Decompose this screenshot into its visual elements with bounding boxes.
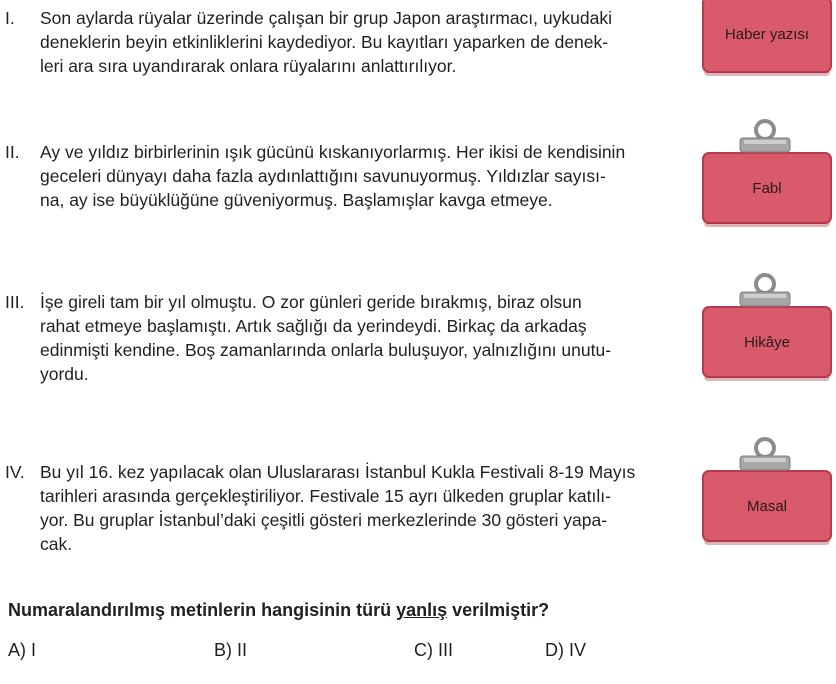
item-number: IV. (5, 462, 25, 482)
question-text (8, 598, 549, 622)
text-line: cak. (40, 534, 73, 554)
genre-label: Masal (746, 497, 787, 515)
text-line: yordu. (40, 364, 89, 384)
text-line: Son aylarda rüyalar üzerinde çalışan bir grup Japon araştırmacı, uykudaki (40, 8, 612, 28)
item-text (40, 290, 688, 386)
paper-clip-icon (732, 118, 798, 164)
item-number: II. (5, 142, 20, 162)
text-line: yor. Bu gruplar İstanbul’daki çeşitli gösteri merkezlerinde 30 gösteri yapa- (40, 510, 608, 530)
question-underlined-word: yanlış (396, 600, 448, 620)
item-text (40, 460, 688, 556)
text-line: leri ara sıra uyandırarak onlara rüyalarını anlattırılıyor. (40, 56, 457, 76)
genre-label: Haber yazısı (724, 26, 810, 43)
text-line: Ay ve yıldız birbirlerinin ışık gücünü kıskanıyorlarmış. Her ikisi de kendisinin (40, 142, 626, 162)
text-line: Bu yıl 16. kez yapılacak olan Uluslararası İstanbul Kukla Festivali 8-19 Mayıs (40, 462, 636, 482)
text-line: na, ay ise büyüklüğüne güveniyormuş. Başlamışlar kavga etmeye. (40, 190, 553, 210)
genre-label: Hikâye (744, 333, 790, 351)
option-d[interactable]: D) IV (545, 640, 587, 660)
question-part: verilmiştir? (447, 600, 550, 620)
paper-clip-icon (732, 272, 798, 318)
genre-label: Fabl (752, 179, 782, 197)
option-a[interactable]: A) I (8, 640, 37, 660)
option-c[interactable]: C) III (414, 640, 453, 660)
text-line: tarihleri arasında gerçekleştiriliyor. Festivale 15 ayrı ülkeden gruplar katılı- (40, 486, 611, 506)
item-number: I. (5, 8, 15, 28)
text-line: geceleri dünyayı daha fazla aydınlattığını savunuyormuş. Yıldızlar sayısı- (40, 166, 606, 186)
paper-clip-icon (732, 436, 798, 482)
text-line: edinmişti kendine. Boş zamanlarında onlarla buluşuyor, yalnızlığını unutu- (40, 340, 612, 360)
genre-card-1 (702, 0, 832, 73)
item-number: III. (5, 292, 25, 312)
text-line: deneklerin beyin etkinliklerini kaydediyor. Bu kayıtları yaparken de denek- (40, 32, 609, 52)
item-text (40, 140, 688, 212)
text-line: rahat etmeye başlamıştı. Artık sağlığı da yerindeydi. Birkaç da arkadaş (40, 316, 587, 336)
question-part: Numaralandırılmış metinlerin hangisinin türü (8, 600, 397, 620)
option-b[interactable]: B) II (214, 640, 248, 660)
text-line: İşe gireli tam bir yıl olmuştu. O zor günleri geride bırakmış, biraz olsun (40, 292, 582, 312)
item-text (40, 6, 688, 78)
